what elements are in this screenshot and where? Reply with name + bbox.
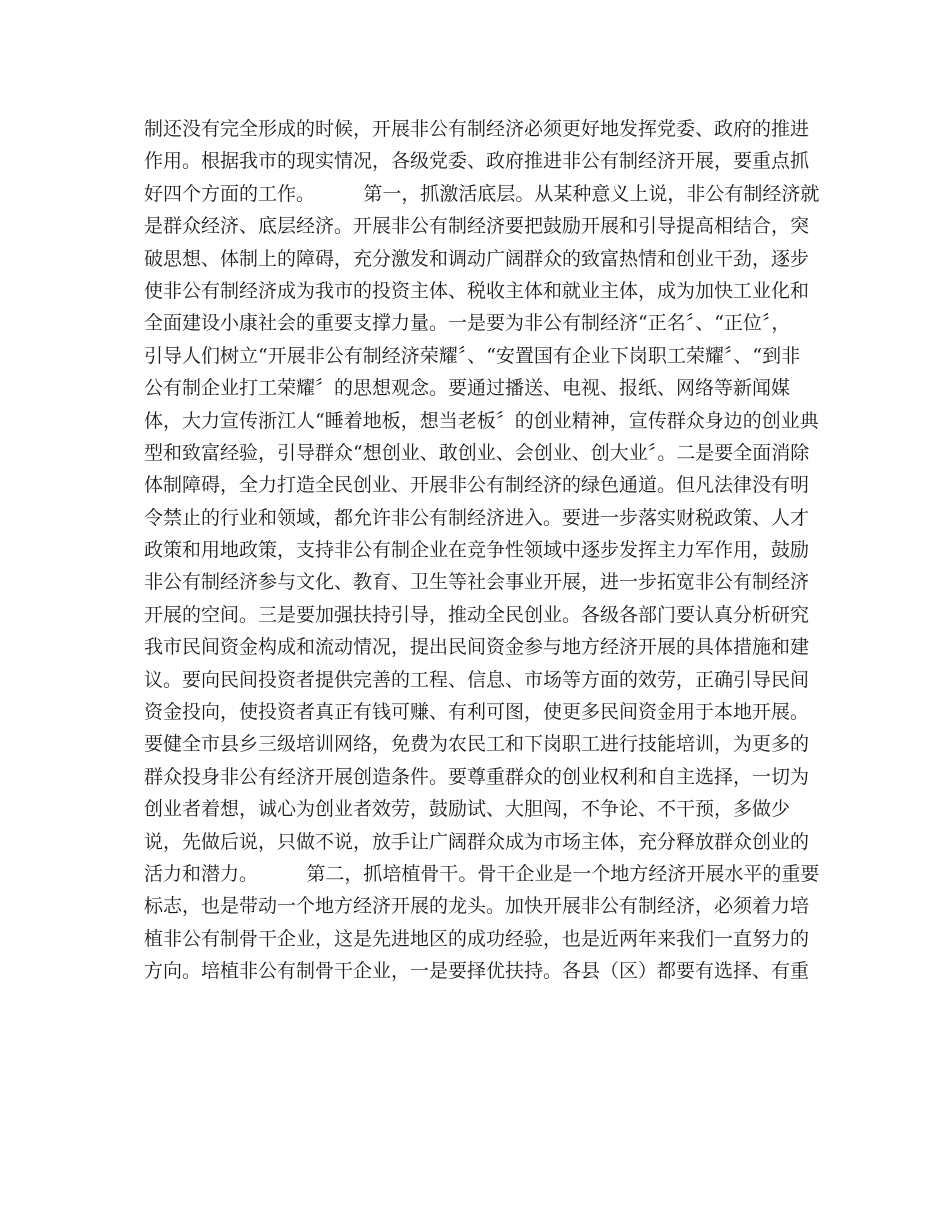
text-line: 议。要向民间投资者提供完善的工程、信息、市场等方面的效劳，正确引导民间 — [144, 668, 810, 691]
text-line: 制还没有完全形成的时候，开展非公有制经济必须更好地发挥党委、政府的推进 — [144, 118, 810, 140]
text-line: 是群众经济、底层经济。开展非公有制经济要把鼓励开展和引导提高相结合，突 — [144, 215, 810, 238]
text-line: 令禁止的行业和领域，都允许非公有制经济进入。要进一步落实财税政策、人才 — [144, 506, 810, 529]
text-line: 群众投身非公有经济开展创造条件。要尊重群众的创业权利和自主选择，一切为 — [144, 765, 810, 788]
text-line: 体制障碍，全力打造全民创业、开展非公有制经济的绿色通道。但凡法律没有明 — [144, 474, 810, 497]
text-line: 说，先做后说，只做不说，放手让广阔群众成为市场主体，充分释放群众创业的 — [144, 830, 810, 853]
text-line: 公有制企业打工荣耀〞的思想观念。要通过播送、电视、报纸、网络等新闻媒 — [144, 377, 791, 400]
text-line: 好四个方面的工作。 第一，抓激活底层。从某种意义上说，非公有制经济就 — [144, 182, 820, 205]
text-line: 活力和潜力。 第二，抓培植骨干。骨干企业是一个地方经济开展水平的重要 — [144, 862, 820, 885]
text-line: 非公有制经济参与文化、教育、卫生等社会事业开展，进一步拓宽非公有制经济 — [144, 571, 810, 594]
text-line: 方向。培植非公有制骨干企业，一是要择优扶持。各县（区）都要有选择、有重 — [144, 960, 810, 983]
text-line: 全面建设小康社会的重要支撑力量。一是要为非公有制经济“正名〞、“正位〞， — [144, 312, 791, 335]
text-line: 我市民间资金构成和流动情况，提出民间资金参与地方经济开展的具体措施和建 — [144, 636, 810, 659]
text-line: 作用。根据我市的现实情况，各级党委、政府推进非公有制经济开展，要重点抓 — [144, 150, 810, 173]
text-line: 政策和用地政策，支持非公有制企业在竞争性领域中逐步发挥主力军作用，鼓励 — [144, 539, 810, 562]
text-line: 开展的空间。三是要加强扶持引导，推动全民创业。各级各部门要认真分析研究 — [144, 603, 810, 626]
text-line: 创业者着想，诚心为创业者效劳，鼓励试、大胆闯，不争论、不干预，多做少 — [144, 798, 791, 821]
text-line: 要健全市县乡三级培训网络，免费为农民工和下岗职工进行技能培训，为更多的 — [144, 733, 810, 756]
text-line: 标志，也是带动一个地方经济开展的龙头。加快开展非公有制经济，必须着力培 — [144, 895, 810, 918]
body-text — [144, 113, 824, 988]
text-line: 体，大力宣传浙江人“睡着地板，想当老板〞的创业精神，宣传群众身边的创业典 — [144, 409, 819, 432]
text-line: 型和致富经验，引导群众“想创业、敢创业、会创业、创大业〞。二是要全面消除 — [144, 441, 810, 464]
text-line: 引导人们树立“开展非公有制经济荣耀〞、“安置国有企业下岗职工荣耀〞、“到非 — [144, 344, 801, 367]
text-line: 资金投向，使投资者真正有钱可赚、有利可图，使更多民间资金用于本地开展。 — [144, 701, 810, 724]
text-line: 植非公有制骨干企业，这是先进地区的成功经验，也是近两年来我们一直努力的 — [144, 927, 810, 950]
text-line: 使非公有制经济成为我市的投资主体、税收主体和就业主体，成为加快工业化和 — [144, 279, 810, 302]
text-line: 破思想、体制上的障碍，充分激发和调动广阔群众的致富热情和创业干劲，逐步 — [144, 247, 810, 270]
